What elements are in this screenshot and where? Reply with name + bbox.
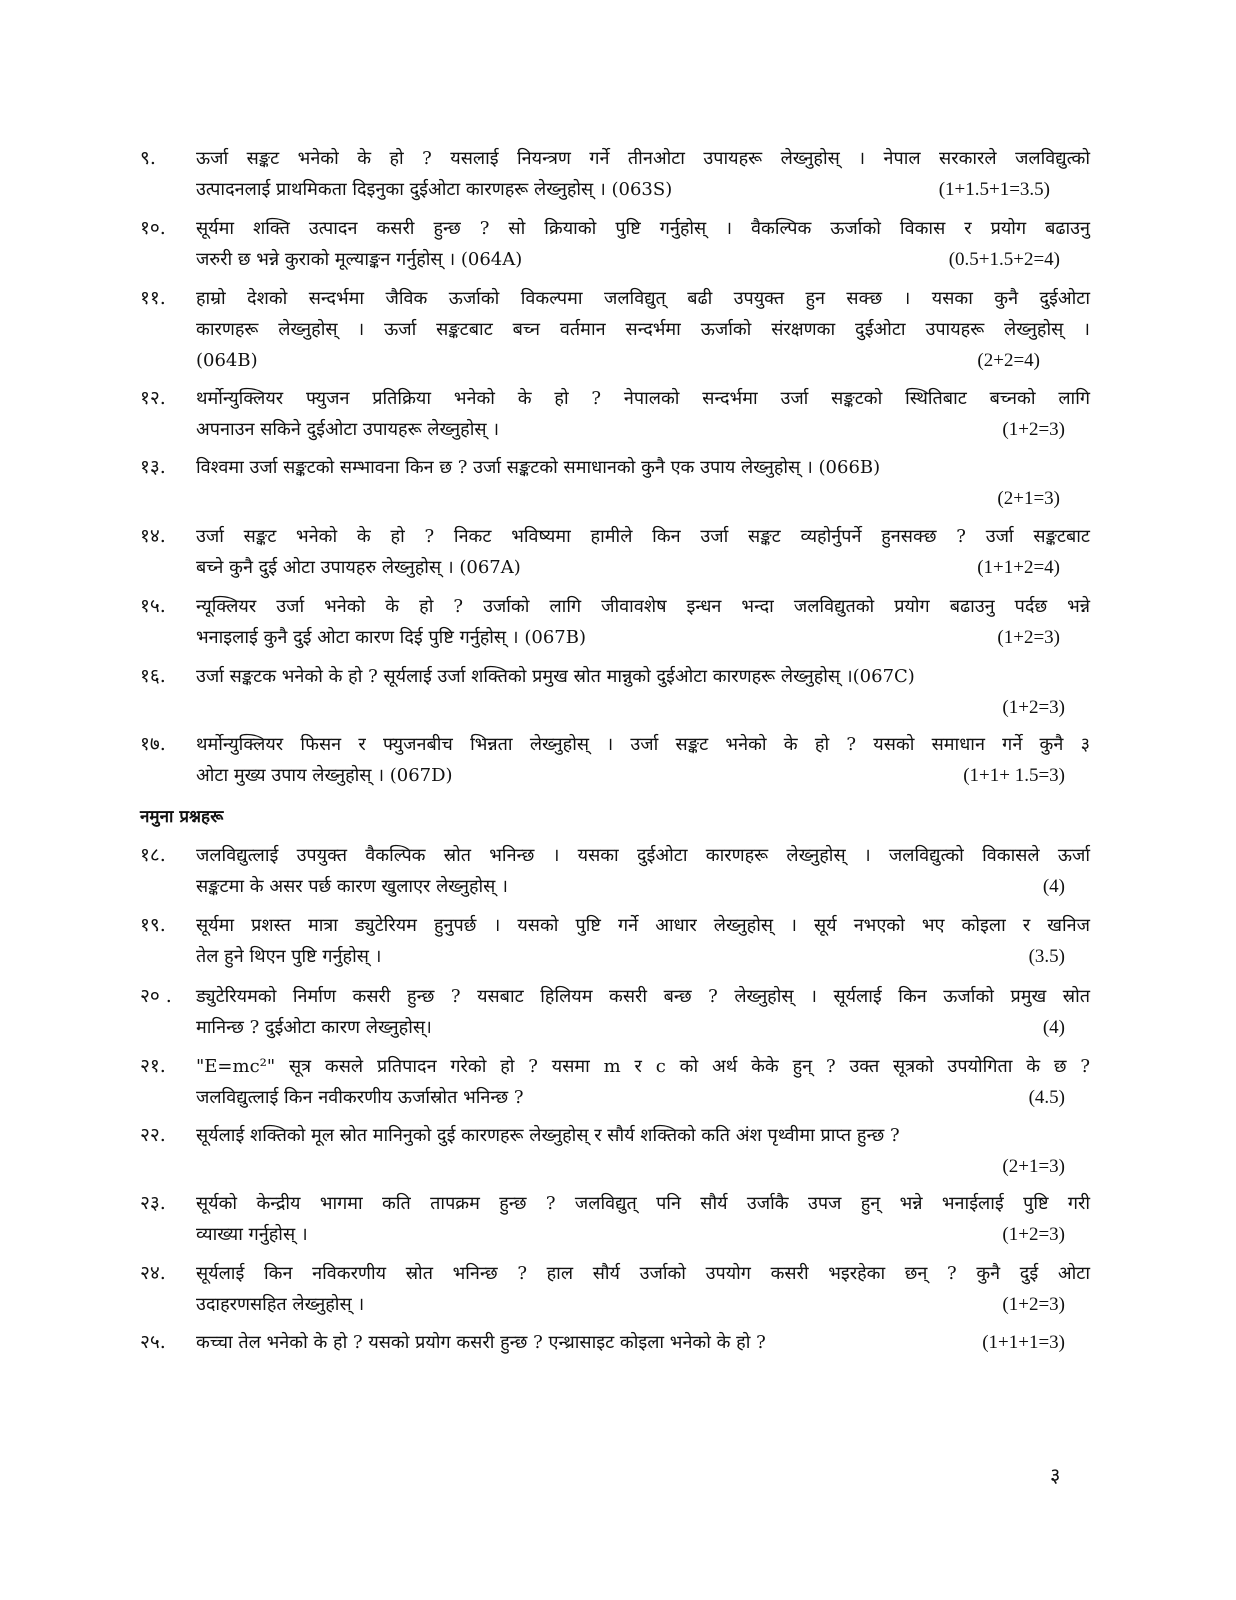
question-line: उदाहरणसहित लेख्नुहोस् ।: [196, 1294, 365, 1315]
question-line: "E=mc²" सूत्र कसले प्रतिपादन गरेको हो ? यसमा m र c को अर्थ केके हुन् ? उक्त सूत्रको उपयोगिता के छ ?: [196, 1056, 1090, 1077]
question-text: [196, 591, 1090, 653]
question-number: १०.: [140, 217, 166, 239]
question-number: १५.: [140, 595, 166, 617]
question-text: [196, 452, 1090, 483]
question-marks: (4): [1042, 876, 1065, 897]
question-number: १६.: [140, 665, 166, 687]
question-number: २३.: [140, 1192, 166, 1214]
question-marks: (4.5): [1028, 1087, 1065, 1108]
question-line: जलविद्युत्लाई उपयुक्त वैकल्पिक स्रोत भनिन्छ । यसका दुईओटा कारणहरू लेख्नुहोस् । जलविद्युत्को विकासले ऊर्जा: [196, 845, 1090, 866]
question-line: सूर्यलाई शक्तिको मूल स्रोत मानिनुको दुई कारणहरू लेख्नुहोस् र सौर्य शक्तिको कति अंश पृथ्वीमा प्राप्त हुन्छ ?: [196, 1125, 900, 1146]
question-text: [196, 1327, 1090, 1358]
question-line: व्याख्या गर्नुहोस् ।: [196, 1224, 308, 1245]
question-number: १२.: [140, 387, 166, 409]
question-line: सूर्यलाई किन नविकरणीय स्रोत भनिन्छ ? हाल सौर्य उर्जाको उपयोग कसरी भइरहेका छन् ? कुनै दुई ओटा: [196, 1263, 1090, 1284]
question-line: न्यूक्लियर उर्जा भनेको के हो ? उर्जाको लागि जीवावशेष इन्धन भन्दा जलविद्युतको प्रयोग बढाउनु पर्दछ भन्ने: [196, 596, 1090, 617]
section-heading: नमुना प्रश्नहरू: [140, 807, 224, 827]
question-marks: (1+1+ 1.5=3): [963, 765, 1065, 786]
question-marks: (3.5): [1028, 946, 1065, 967]
question-number: १९.: [140, 914, 166, 936]
question-number: १४.: [140, 525, 166, 547]
question-marks: (1+2=3): [1002, 1294, 1065, 1315]
question-line: सूर्यमा प्रशस्त मात्रा ड्युटेरियम हुनुपर्छ । यसको पुष्टि गर्ने आधार लेख्नुहोस् । सूर्य नभएको भए कोइला र खनिज: [196, 915, 1090, 936]
question-text: [196, 1258, 1090, 1320]
question-line: तेल हुने थिएन पुष्टि गर्नुहोस् ।: [196, 946, 382, 967]
question-line: ओटा मुख्य उपाय लेख्नुहोस् । (067D): [196, 765, 453, 786]
question-marks: (1+2=3): [1002, 1224, 1065, 1245]
question-text: [196, 729, 1090, 791]
question-marks: (1+2=3): [997, 627, 1060, 648]
question-text: [196, 661, 1090, 692]
question-line: मानिन्छ ? दुईओटा कारण लेख्नुहोस्।: [196, 1017, 432, 1038]
question-number: २० .: [140, 985, 172, 1007]
question-marks: (2+1=3): [997, 488, 1060, 509]
question-marks: (1+1+1=3): [982, 1332, 1065, 1353]
question-line: थर्मोन्युक्लियर फ्युजन प्रतिक्रिया भनेको के हो ? नेपालको सन्दर्भमा उर्जा सङ्कटको स्थितिबाट बच्नको लागि: [196, 388, 1090, 409]
question-line: उत्पादनलाई प्राथमिकता दिइनुका दुईओटा कारणहरू लेख्नुहोस् । (063S): [196, 179, 673, 200]
question-number: २४.: [140, 1262, 166, 1284]
question-marks: (4): [1042, 1017, 1065, 1038]
question-number: १८.: [140, 844, 166, 866]
question-text: [196, 910, 1090, 972]
question-marks: (1+1.5+1=3.5): [938, 179, 1050, 200]
question-line: उर्जा सङ्कटक भनेको के हो ? सूर्यलाई उर्जा शक्तिको प्रमुख स्रोत मान्नुको दुईओटा कारणहरू लेख्नुहोस् ।(067C): [196, 666, 915, 687]
question-line: सङ्कटमा के असर पर्छ कारण खुलाएर लेख्नुहोस् ।: [196, 876, 508, 897]
question-line: सूर्यमा शक्ति उत्पादन कसरी हुन्छ ? सो क्रियाको पुष्टि गर्नुहोस् । वैकल्पिक ऊर्जाको विकास र प्रयोग बढाउनु: [196, 218, 1090, 239]
question-number: २१.: [140, 1055, 166, 1077]
question-text: [196, 521, 1090, 583]
question-line: कारणहरू लेख्नुहोस् । ऊर्जा सङ्कटबाट बच्न वर्तमान सन्दर्भमा ऊर्जाको संरक्षणका दुईओटा उपायहरू लेख्नुहोस् ।: [196, 319, 1090, 340]
question-marks: (2+2=4): [977, 350, 1040, 371]
question-marks: (0.5+1.5+2=4): [948, 249, 1060, 270]
question-text: [196, 1051, 1090, 1113]
question-line: उर्जा सङ्कट भनेको के हो ? निकट भविष्यमा हामीले किन उर्जा सङ्कट व्यहोर्नुपर्ने हुनसक्छ ? उर्जा सङ्कटबाट: [196, 526, 1090, 547]
question-number: ११.: [140, 287, 166, 309]
question-text: [196, 1188, 1090, 1250]
question-marks: (1+2=3): [1002, 419, 1065, 440]
question-line: ऊर्जा सङ्कट भनेको के हो ? यसलाई नियन्त्रण गर्ने तीनओटा उपायहरू लेख्नुहोस् । नेपाल सरकारले जलविद्युत्को: [196, 148, 1090, 169]
question-number: १७.: [140, 733, 166, 755]
question-marks: (2+1=3): [1002, 1156, 1065, 1177]
question-number: ९.: [140, 147, 156, 169]
question-line: जलविद्युत्लाई किन नवीकरणीय ऊर्जास्रोत भनिन्छ ?: [196, 1087, 524, 1108]
question-line: (064B): [196, 350, 258, 371]
question-text: [196, 981, 1090, 1043]
question-text: [196, 383, 1090, 445]
question-text: [196, 283, 1090, 376]
question-text: [196, 1120, 1090, 1151]
question-line: अपनाउन सकिने दुईओटा उपायहरू लेख्नुहोस् ।: [196, 419, 500, 440]
page-number: ३: [1050, 1463, 1061, 1487]
question-marks: (1+1+2=4): [977, 557, 1060, 578]
question-line: भनाइलाई कुनै दुई ओटा कारण दिई पुष्टि गर्नुहोस् । (067B): [196, 627, 586, 648]
question-number: २२.: [140, 1124, 166, 1146]
question-line: सूर्यको केन्द्रीय भागमा कति तापक्रम हुन्छ ? जलविद्युत् पनि सौर्य उर्जाकै उपज हुन् भन्ने भनाईलाई पुष्टि गरी: [196, 1193, 1090, 1214]
question-line: थर्मोन्युक्लियर फिसन र फ्युजनबीच भिन्नता लेख्नुहोस् । उर्जा सङ्कट भनेको के हो ? यसको समाधान गर्ने कुनै ३: [196, 734, 1090, 755]
question-line: ड्युटेरियमको निर्माण कसरी हुन्छ ? यसबाट हिलियम कसरी बन्छ ? लेख्नुहोस् । सूर्यलाई किन ऊर्जाको प्रमुख स्रोत: [196, 986, 1090, 1007]
question-text: [196, 840, 1090, 902]
question-line: विश्वमा उर्जा सङ्कटको सम्भावना किन छ ? उर्जा सङ्कटको समाधानको कुनै एक उपाय लेख्नुहोस् । (066B): [196, 457, 881, 478]
question-number: २५.: [140, 1331, 166, 1353]
question-line: बच्ने कुनै दुई ओटा उपायहरु लेख्नुहोस् । (067A): [196, 557, 521, 578]
question-number: १३.: [140, 456, 166, 478]
question-marks: (1+2=3): [1002, 697, 1065, 718]
question-line: हाम्रो देशको सन्दर्भमा जैविक ऊर्जाको विकल्पमा जलविद्युत् बढी उपयुक्त हुन सक्छ । यसका कुनै दुईओटा: [196, 288, 1090, 309]
question-line: जरुरी छ भन्ने कुराको मूल्याङ्कन गर्नुहोस् । (064A): [196, 249, 523, 270]
question-line: कच्चा तेल भनेको के हो ? यसको प्रयोग कसरी हुन्छ ? एन्थ्रासाइट कोइला भनेको के हो ?: [196, 1332, 766, 1353]
